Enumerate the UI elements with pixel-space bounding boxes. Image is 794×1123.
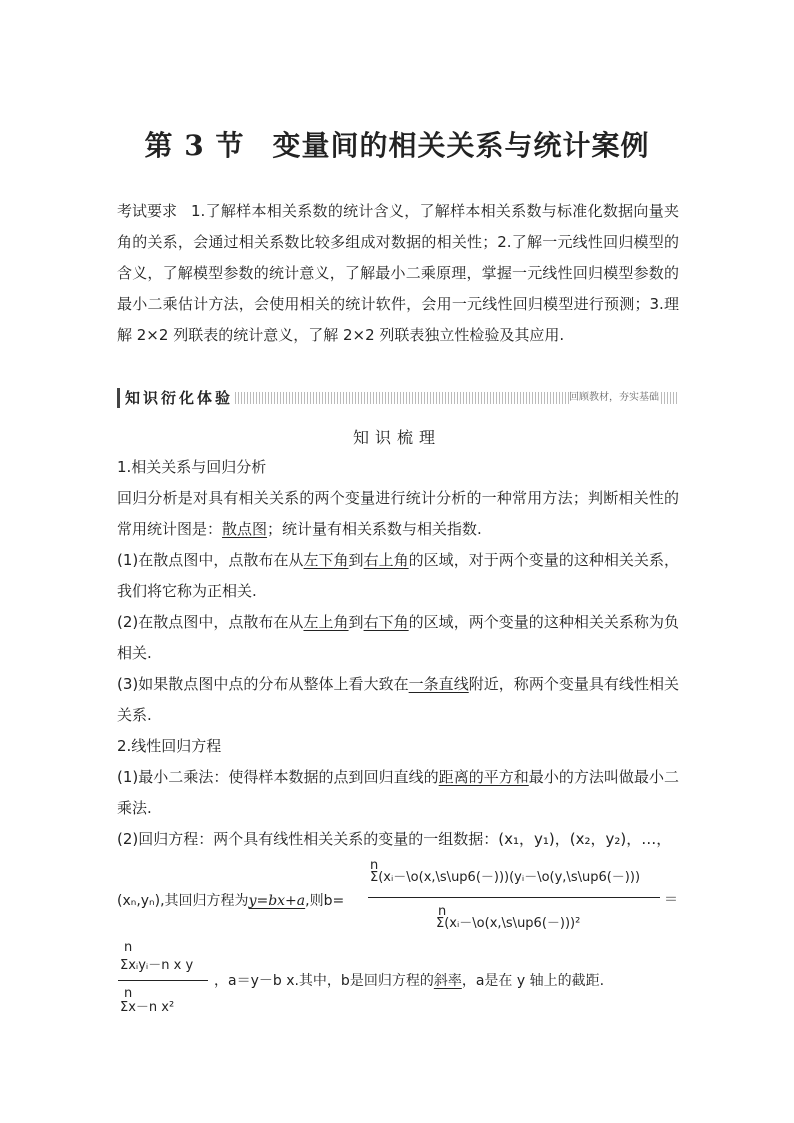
paragraph-6: (2)回归方程：两个具有线性相关关系的变量的一组数据：(x₁，y₁)，(x₂，y₂)，…， — [117, 830, 672, 848]
sum-top-den: n — [438, 904, 447, 919]
fraction-numerator: Σ(xᵢ－\o(x,\s\up6(－)))(yᵢ－\o(y,\s\up6(－))) — [370, 870, 641, 885]
section-title: 知识梳理 — [352, 428, 441, 447]
banner-stripe — [235, 392, 569, 404]
fraction2-numerator: Σxᵢyᵢ－n x y — [120, 958, 194, 973]
formula-line-1: (xₙ,yₙ),其回归方程为y=bx+a,则b= — [117, 893, 345, 909]
paragraph-3: (2)在散点图中，点散布在从左上角到右下角的区域，两个变量的这种相关关系称为负相关. — [117, 613, 679, 662]
paragraph-4: (3)如果散点图中点的分布从整体上看大致在一条直线附近，称两个变量具有线性相关关系. — [117, 675, 679, 724]
banner-stripe-end — [661, 392, 679, 404]
section-name: 变量间的相关关系与统计案例 — [272, 129, 650, 162]
exam-requirements — [117, 196, 679, 351]
paragraph-2: (1)在散点图中，点散布在从左下角到右上角的区域，对于两个变量的这种相关关系，我们将它称为正相关. — [117, 551, 679, 600]
fraction-denominator: Σ(xᵢ－\o(x,\s\up6(－)))² — [436, 916, 581, 931]
heading-1: 1.相关关系与回归分析 — [117, 458, 267, 476]
section-banner — [117, 388, 679, 408]
regression-equation: y=bx+a — [248, 893, 306, 909]
sum-top-num: n — [370, 858, 379, 873]
banner-name: 知识衍化体验 — [125, 389, 234, 407]
fraction-line — [368, 897, 660, 898]
equals-sign: ＝ — [664, 892, 678, 908]
content-body — [117, 452, 679, 855]
paragraph-1: 回归分析是对具有相关关系的两个变量进行统计分析的一种常用方法；判断相关性的常用统计图是：散点图；统计量有相关系数与相关指数. — [117, 489, 679, 538]
banner-bar — [117, 388, 120, 408]
sum-top-den2: n — [124, 986, 133, 1001]
formula-line-2: ，a＝y－b x.其中，b是回归方程的斜率，a是在 y 轴上的截距. — [214, 973, 605, 989]
paragraph-5: (1)最小二乘法：使得样本数据的点到回归直线的距离的平方和最小的方法叫做最小二乘法. — [117, 768, 679, 817]
requirements-label: 考试要求 — [117, 202, 178, 220]
banner-tag: 回顾教材，夯实基础 — [569, 392, 659, 403]
fraction2-line — [118, 980, 208, 981]
page-title — [0, 124, 794, 164]
requirements-text: 1.了解样本相关系数的统计含义，了解样本相关系数与标准化数据向量夹角的关系，会通过相关系数比较多组成对数据的相关性；2.了解一元线性回归模型的含义，了解模型参数的统计意义，了解最小二乘原理，掌握一元线性回归模型参数的最小二乘估计方法，会使用相关的统计软件，会用一元线性回归模型进行预测；3.理解 2×2 列联表的统计意义，了解 2×2 列联表独立性检验及其应用. — [117, 202, 679, 344]
fraction2-denominator: Σx－n x² — [120, 1000, 175, 1015]
section-number: 第 3 节 — [144, 129, 245, 162]
sum-top-num2: n — [124, 940, 133, 955]
heading-2: 2.线性回归方程 — [117, 737, 222, 755]
